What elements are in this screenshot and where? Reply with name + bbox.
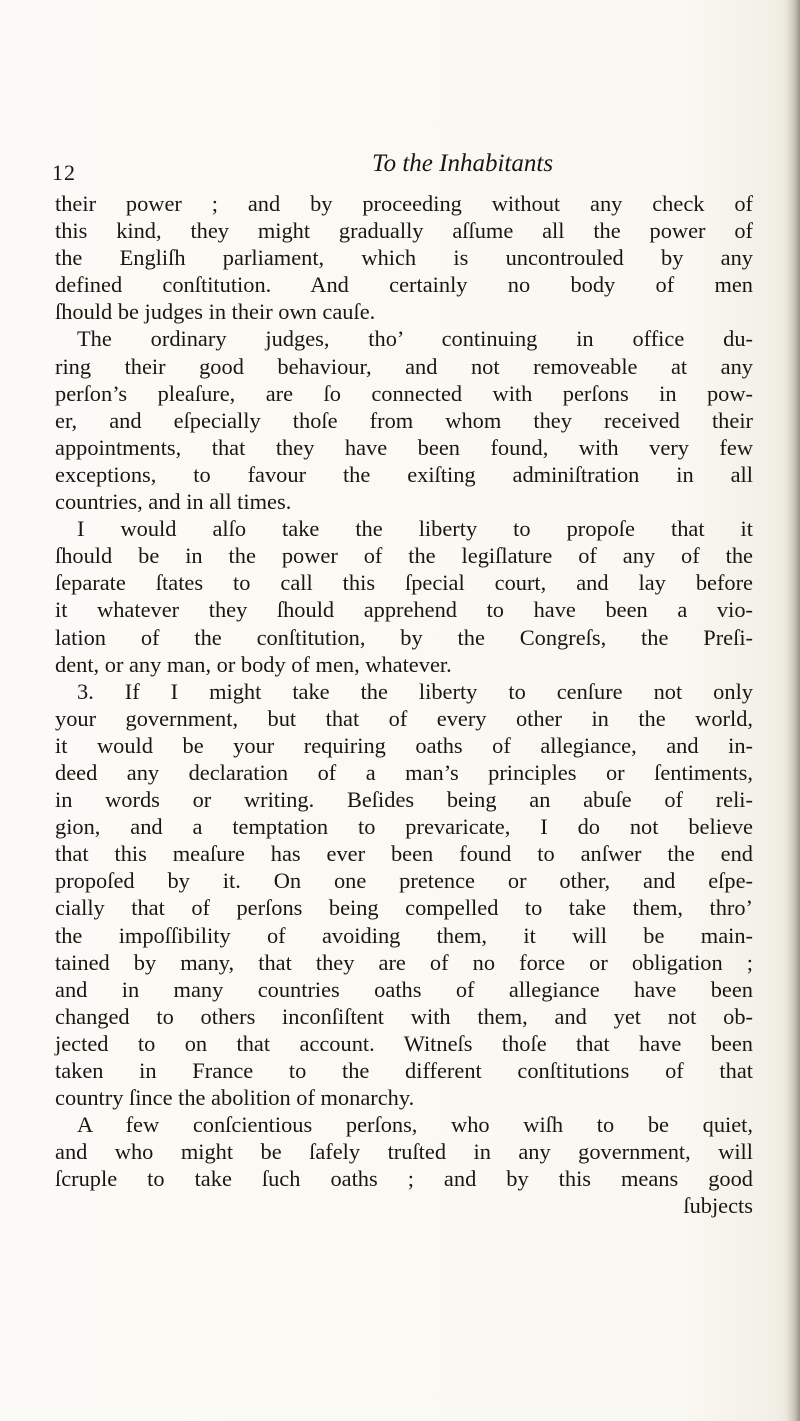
text-line: the impoſſibility of avoiding them, it will be main- xyxy=(55,922,753,948)
text-line: it would be your requiring oaths of allegiance, and in- xyxy=(55,732,753,758)
page-header xyxy=(52,150,752,190)
text-line: ſcruple to take ſuch oaths ; and by this means good xyxy=(55,1166,753,1192)
text-line: 3. If I might take the liberty to cenſure not only xyxy=(77,678,753,704)
text-line: countries, and in all times. xyxy=(55,489,292,515)
text-line: the Engliſh parliament, which is uncontrouled by any xyxy=(55,245,753,271)
text-line: taken in France to the different conſtitutions of that xyxy=(55,1058,753,1083)
text-line: propoſed by it. On one pretence or other, and eſpe- xyxy=(55,868,753,894)
text-line: changed to others inconſiſtent with them, and yet not ob- xyxy=(55,1003,753,1029)
text-line: their power ; and by proceeding without any check of xyxy=(55,191,753,216)
text-line: it whatever they ſhould apprehend to have been a vio- xyxy=(55,597,753,623)
page-edge-shadow xyxy=(786,0,800,1421)
text-line: I would alſo take the liberty to propoſe that it xyxy=(77,516,753,542)
text-line: cially that of perſons being compelled to take them, thro’ xyxy=(55,895,753,921)
text-line: ring their good behaviour, and not removeable at any xyxy=(55,353,753,379)
text-line: this kind, they might gradually aſſume all the power of xyxy=(55,218,753,244)
text-line: appointments, that they have been found, with very few xyxy=(55,434,753,460)
text-line: ſeparate ſtates to call this ſpecial court, and lay before xyxy=(55,570,753,596)
text-line: ſhould be judges in their own cauſe. xyxy=(55,299,376,325)
text-line: exceptions, to favour the exiſting adminiſtration in all xyxy=(55,461,753,487)
text-line: tained by many, that they are of no force or obligation ; xyxy=(55,949,753,975)
text-line: and in many countries oaths of allegiance have been xyxy=(55,976,753,1002)
text-line: er, and eſpecially thoſe from whom they received their xyxy=(55,407,753,433)
text-line: dent, or any man, or body of men, whatever. xyxy=(55,651,452,677)
text-line: in words or writing. Beſides being an abuſe of reli- xyxy=(55,787,753,813)
catchword: ſubjects xyxy=(683,1193,753,1219)
text-line: deed any declaration of a man’s principles or ſentiments, xyxy=(55,759,753,785)
text-line: The ordinary judges, tho’ continuing in office du- xyxy=(77,326,753,352)
body-text xyxy=(55,190,753,1220)
text-line: perſon’s pleaſure, are ſo connected with perſons in pow- xyxy=(55,380,753,406)
text-line: gion, and a temptation to prevaricate, I do not believe xyxy=(55,814,753,840)
text-line: defined conſtitution. And certainly no body of men xyxy=(55,272,753,298)
text-line: A few conſcientious perſons, who wiſh to be quiet, xyxy=(77,1112,753,1138)
page-number: 12 xyxy=(52,160,76,185)
running-head: To the Inhabitants xyxy=(372,150,554,177)
text-line: country ſince the abolition of monarchy. xyxy=(55,1085,415,1111)
text-line: lation of the conſtitution, by the Congreſs, the Preſi- xyxy=(55,624,753,650)
text-line: ſhould be in the power of the legiſlature of any of the xyxy=(55,543,753,569)
text-line: jected to on that account. Witneſs thoſe that have been xyxy=(55,1030,753,1056)
text-line: and who might be ſafely truſted in any government, will xyxy=(55,1139,753,1165)
text-line: your government, but that of every other in the world, xyxy=(55,705,753,731)
text-line: that this meaſure has ever been found to anſwer the end xyxy=(55,841,753,867)
